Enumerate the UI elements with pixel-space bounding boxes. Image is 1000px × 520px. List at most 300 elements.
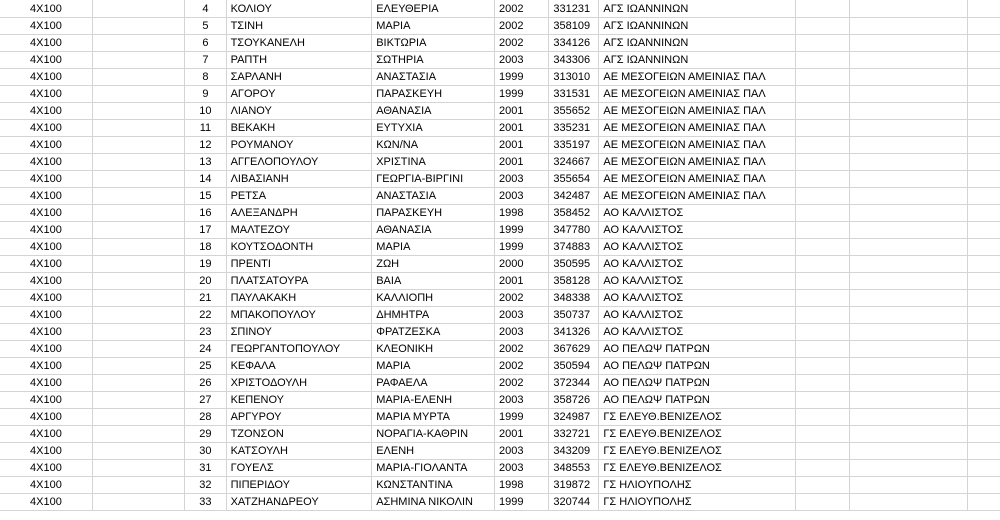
cell-club[interactable]: ΑΟ ΚΑΛΛΙΣΤΟΣ [599, 273, 796, 290]
cell-empty[interactable] [92, 460, 184, 477]
cell-empty[interactable] [850, 290, 967, 307]
cell-empty[interactable] [850, 188, 967, 205]
cell-surname[interactable]: ΡΟΥΜΑΝΟΥ [226, 137, 372, 154]
cell-empty[interactable] [796, 273, 850, 290]
cell-firstname[interactable]: ΠΑΡΑΣΚΕΥΗ [372, 205, 495, 222]
cell-club[interactable]: ΑΟ ΚΑΛΛΙΣΤΟΣ [599, 256, 796, 273]
cell-empty[interactable] [967, 86, 1000, 103]
cell-empty[interactable] [796, 239, 850, 256]
cell-empty[interactable] [796, 154, 850, 171]
cell-club[interactable]: ΑΓΣ ΙΩΑΝΝΙΝΩΝ [599, 52, 796, 69]
cell-firstname[interactable]: ΑΣΗΜΙΝΑ ΝΙΚΟΛΙΝ [372, 494, 495, 511]
cell-empty[interactable] [967, 273, 1000, 290]
cell-empty[interactable] [796, 222, 850, 239]
cell-number[interactable]: 10 [185, 103, 226, 120]
cell-number[interactable]: 17 [185, 222, 226, 239]
cell-empty[interactable] [92, 120, 184, 137]
cell-empty[interactable] [967, 154, 1000, 171]
cell-empty[interactable] [850, 222, 967, 239]
cell-birth-year[interactable]: 2003 [495, 460, 549, 477]
cell-club[interactable]: ΑΟ ΠΕΛΩΨ ΠΑΤΡΩΝ [599, 341, 796, 358]
cell-empty[interactable] [92, 205, 184, 222]
cell-birth-year[interactable]: 1999 [495, 222, 549, 239]
cell-event[interactable]: 4X100 [0, 86, 92, 103]
cell-empty[interactable] [967, 477, 1000, 494]
cell-empty[interactable] [850, 52, 967, 69]
cell-firstname[interactable]: ΦΡΑΤΖΕΣΚΑ [372, 324, 495, 341]
cell-empty[interactable] [850, 409, 967, 426]
cell-firstname[interactable]: ΒΑΙΑ [372, 273, 495, 290]
cell-event[interactable]: 4X100 [0, 324, 92, 341]
cell-number[interactable]: 11 [185, 120, 226, 137]
cell-empty[interactable] [796, 188, 850, 205]
cell-firstname[interactable]: ΑΝΑΣΤΑΣΙΑ [372, 69, 495, 86]
cell-number[interactable]: 31 [185, 460, 226, 477]
cell-number[interactable]: 33 [185, 494, 226, 511]
cell-empty[interactable] [92, 426, 184, 443]
cell-club[interactable]: ΓΣ ΕΛΕΥΘ.ΒΕΝΙΖΕΛΟΣ [599, 409, 796, 426]
cell-empty[interactable] [850, 120, 967, 137]
cell-athlete-id[interactable]: 358452 [549, 205, 599, 222]
cell-firstname[interactable]: ΜΑΡΙΑ ΜΥΡΤΑ [372, 409, 495, 426]
cell-empty[interactable] [92, 477, 184, 494]
cell-firstname[interactable]: ΜΑΡΙΑ-ΓΙΟΛΑΝΤΑ [372, 460, 495, 477]
cell-athlete-id[interactable]: 358128 [549, 273, 599, 290]
cell-athlete-id[interactable]: 355654 [549, 171, 599, 188]
cell-number[interactable]: 14 [185, 171, 226, 188]
cell-empty[interactable] [796, 375, 850, 392]
cell-surname[interactable]: ΤΣΟΥΚΑΝΕΛΗ [226, 35, 372, 52]
cell-empty[interactable] [796, 120, 850, 137]
cell-empty[interactable] [92, 86, 184, 103]
cell-empty[interactable] [967, 222, 1000, 239]
cell-empty[interactable] [850, 35, 967, 52]
cell-empty[interactable] [796, 426, 850, 443]
cell-number[interactable]: 27 [185, 392, 226, 409]
cell-surname[interactable]: ΠΙΠΕΡΙΔΟΥ [226, 477, 372, 494]
cell-athlete-id[interactable]: 347780 [549, 222, 599, 239]
cell-event[interactable]: 4X100 [0, 426, 92, 443]
cell-empty[interactable] [967, 137, 1000, 154]
cell-empty[interactable] [796, 307, 850, 324]
cell-athlete-id[interactable]: 348553 [549, 460, 599, 477]
cell-empty[interactable] [967, 460, 1000, 477]
cell-empty[interactable] [796, 256, 850, 273]
cell-birth-year[interactable]: 2002 [495, 290, 549, 307]
cell-empty[interactable] [92, 171, 184, 188]
cell-birth-year[interactable]: 2003 [495, 443, 549, 460]
cell-birth-year[interactable]: 2003 [495, 392, 549, 409]
cell-number[interactable]: 26 [185, 375, 226, 392]
cell-empty[interactable] [796, 69, 850, 86]
cell-event[interactable]: 4X100 [0, 188, 92, 205]
cell-surname[interactable]: ΣΠΙΝΟΥ [226, 324, 372, 341]
cell-surname[interactable]: ΛΙΑΝΟΥ [226, 103, 372, 120]
cell-event[interactable]: 4X100 [0, 35, 92, 52]
cell-empty[interactable] [967, 239, 1000, 256]
cell-surname[interactable]: ΚΕΠΕΝΟΥ [226, 392, 372, 409]
cell-event[interactable]: 4X100 [0, 0, 92, 18]
cell-empty[interactable] [967, 171, 1000, 188]
cell-athlete-id[interactable]: 374883 [549, 239, 599, 256]
cell-empty[interactable] [967, 120, 1000, 137]
cell-surname[interactable]: ΑΛΕΞΑΝΔΡΗ [226, 205, 372, 222]
cell-surname[interactable]: ΑΓΓΕΛΟΠΟΥΛΟΥ [226, 154, 372, 171]
cell-number[interactable]: 4 [185, 0, 226, 18]
cell-number[interactable]: 18 [185, 239, 226, 256]
cell-firstname[interactable]: ΣΩΤΗΡΙΑ [372, 52, 495, 69]
cell-surname[interactable]: ΛΙΒΑΣΙΑΝΗ [226, 171, 372, 188]
cell-number[interactable]: 19 [185, 256, 226, 273]
cell-empty[interactable] [850, 307, 967, 324]
cell-birth-year[interactable]: 2001 [495, 103, 549, 120]
cell-firstname[interactable]: ΚΑΛΛΙΟΠΗ [372, 290, 495, 307]
cell-birth-year[interactable]: 2003 [495, 52, 549, 69]
cell-athlete-id[interactable]: 343209 [549, 443, 599, 460]
cell-empty[interactable] [796, 392, 850, 409]
cell-firstname[interactable]: ΜΑΡΙΑ-ΕΛΕΝΗ [372, 392, 495, 409]
cell-club[interactable]: ΑΟ ΠΕΛΩΨ ΠΑΤΡΩΝ [599, 392, 796, 409]
cell-empty[interactable] [796, 137, 850, 154]
cell-empty[interactable] [850, 443, 967, 460]
cell-empty[interactable] [850, 171, 967, 188]
cell-empty[interactable] [850, 392, 967, 409]
cell-surname[interactable]: ΣΑΡΛΑΝΗ [226, 69, 372, 86]
cell-empty[interactable] [850, 103, 967, 120]
cell-event[interactable]: 4X100 [0, 256, 92, 273]
cell-firstname[interactable]: ΚΩΝ/ΝΑ [372, 137, 495, 154]
cell-athlete-id[interactable]: 334126 [549, 35, 599, 52]
cell-empty[interactable] [92, 0, 184, 18]
cell-empty[interactable] [796, 290, 850, 307]
cell-athlete-id[interactable]: 332721 [549, 426, 599, 443]
cell-firstname[interactable]: ΕΛΕΝΗ [372, 443, 495, 460]
cell-event[interactable]: 4X100 [0, 307, 92, 324]
cell-empty[interactable] [850, 375, 967, 392]
cell-empty[interactable] [92, 392, 184, 409]
cell-club[interactable]: ΑΟ ΚΑΛΛΙΣΤΟΣ [599, 324, 796, 341]
cell-club[interactable]: ΑΕ ΜΕΣΟΓΕΙΩΝ ΑΜΕΙΝΙΑΣ ΠΑΛ [599, 120, 796, 137]
cell-surname[interactable]: ΜΠΑΚΟΠΟΥΛΟΥ [226, 307, 372, 324]
cell-event[interactable]: 4X100 [0, 171, 92, 188]
cell-empty[interactable] [92, 35, 184, 52]
cell-firstname[interactable]: ΑΘΑΝΑΣΙΑ [372, 103, 495, 120]
cell-athlete-id[interactable]: 350595 [549, 256, 599, 273]
cell-empty[interactable] [796, 341, 850, 358]
cell-empty[interactable] [850, 239, 967, 256]
cell-firstname[interactable]: ΜΑΡΙΑ [372, 358, 495, 375]
cell-birth-year[interactable]: 2002 [495, 35, 549, 52]
cell-empty[interactable] [92, 239, 184, 256]
cell-surname[interactable]: ΜΑΛΤΕΖΟΥ [226, 222, 372, 239]
cell-club[interactable]: ΑΕ ΜΕΣΟΓΕΙΩΝ ΑΜΕΙΝΙΑΣ ΠΑΛ [599, 69, 796, 86]
cell-birth-year[interactable]: 2002 [495, 0, 549, 18]
cell-number[interactable]: 25 [185, 358, 226, 375]
cell-empty[interactable] [967, 103, 1000, 120]
cell-club[interactable]: ΑΕ ΜΕΣΟΓΕΙΩΝ ΑΜΕΙΝΙΑΣ ΠΑΛ [599, 137, 796, 154]
cell-empty[interactable] [92, 409, 184, 426]
cell-empty[interactable] [92, 494, 184, 511]
cell-athlete-id[interactable]: 324667 [549, 154, 599, 171]
cell-empty[interactable] [850, 358, 967, 375]
cell-empty[interactable] [967, 409, 1000, 426]
cell-empty[interactable] [850, 18, 967, 35]
cell-empty[interactable] [796, 477, 850, 494]
cell-empty[interactable] [967, 188, 1000, 205]
cell-empty[interactable] [850, 256, 967, 273]
cell-athlete-id[interactable]: 358109 [549, 18, 599, 35]
cell-birth-year[interactable]: 2002 [495, 18, 549, 35]
cell-birth-year[interactable]: 2002 [495, 375, 549, 392]
cell-event[interactable]: 4X100 [0, 273, 92, 290]
cell-surname[interactable]: ΠΑΥΛΑΚΑΚΗ [226, 290, 372, 307]
cell-number[interactable]: 15 [185, 188, 226, 205]
cell-club[interactable]: ΑΟ ΚΑΛΛΙΣΤΟΣ [599, 205, 796, 222]
cell-club[interactable]: ΑΕ ΜΕΣΟΓΕΙΩΝ ΑΜΕΙΝΙΑΣ ΠΑΛ [599, 188, 796, 205]
cell-empty[interactable] [92, 154, 184, 171]
cell-birth-year[interactable]: 1999 [495, 409, 549, 426]
cell-event[interactable]: 4X100 [0, 341, 92, 358]
cell-firstname[interactable]: ΡΑΦΑΕΛΑ [372, 375, 495, 392]
cell-event[interactable]: 4X100 [0, 137, 92, 154]
cell-number[interactable]: 28 [185, 409, 226, 426]
cell-number[interactable]: 20 [185, 273, 226, 290]
cell-empty[interactable] [967, 341, 1000, 358]
cell-event[interactable]: 4X100 [0, 222, 92, 239]
cell-club[interactable]: ΓΣ ΗΛΙΟΥΠΟΛΗΣ [599, 477, 796, 494]
cell-event[interactable]: 4X100 [0, 460, 92, 477]
cell-empty[interactable] [92, 52, 184, 69]
cell-empty[interactable] [796, 0, 850, 18]
cell-firstname[interactable]: ΓΕΩΡΓΙΑ-ΒΙΡΓΙΝΙ [372, 171, 495, 188]
cell-event[interactable]: 4X100 [0, 409, 92, 426]
cell-athlete-id[interactable]: 367629 [549, 341, 599, 358]
cell-club[interactable]: ΑΕ ΜΕΣΟΓΕΙΩΝ ΑΜΕΙΝΙΑΣ ΠΑΛ [599, 171, 796, 188]
cell-empty[interactable] [92, 137, 184, 154]
cell-number[interactable]: 8 [185, 69, 226, 86]
cell-surname[interactable]: ΚΑΤΣΟΥΛΗ [226, 443, 372, 460]
cell-empty[interactable] [850, 341, 967, 358]
cell-club[interactable]: ΑΕ ΜΕΣΟΓΕΙΩΝ ΑΜΕΙΝΙΑΣ ΠΑΛ [599, 103, 796, 120]
cell-athlete-id[interactable]: 313010 [549, 69, 599, 86]
cell-empty[interactable] [967, 18, 1000, 35]
cell-event[interactable]: 4X100 [0, 375, 92, 392]
cell-empty[interactable] [92, 375, 184, 392]
cell-empty[interactable] [796, 205, 850, 222]
cell-empty[interactable] [796, 103, 850, 120]
cell-club[interactable]: ΑΓΣ ΙΩΑΝΝΙΝΩΝ [599, 0, 796, 18]
cell-athlete-id[interactable]: 348338 [549, 290, 599, 307]
cell-empty[interactable] [967, 307, 1000, 324]
cell-number[interactable]: 13 [185, 154, 226, 171]
cell-empty[interactable] [967, 494, 1000, 511]
cell-firstname[interactable]: ΕΥΤΥΧΙΑ [372, 120, 495, 137]
cell-birth-year[interactable]: 2001 [495, 273, 549, 290]
cell-event[interactable]: 4X100 [0, 52, 92, 69]
cell-birth-year[interactable]: 1999 [495, 494, 549, 511]
cell-athlete-id[interactable]: 320744 [549, 494, 599, 511]
cell-number[interactable]: 12 [185, 137, 226, 154]
cell-event[interactable]: 4X100 [0, 239, 92, 256]
cell-empty[interactable] [967, 443, 1000, 460]
cell-empty[interactable] [967, 52, 1000, 69]
cell-surname[interactable]: ΒΕΚΑΚΗ [226, 120, 372, 137]
cell-birth-year[interactable]: 1999 [495, 86, 549, 103]
cell-birth-year[interactable]: 2002 [495, 358, 549, 375]
cell-athlete-id[interactable]: 319872 [549, 477, 599, 494]
cell-firstname[interactable]: ΑΘΑΝΑΣΙΑ [372, 222, 495, 239]
cell-empty[interactable] [850, 137, 967, 154]
cell-number[interactable]: 9 [185, 86, 226, 103]
cell-birth-year[interactable]: 2001 [495, 154, 549, 171]
cell-empty[interactable] [967, 375, 1000, 392]
cell-empty[interactable] [796, 494, 850, 511]
cell-birth-year[interactable]: 2003 [495, 324, 549, 341]
cell-surname[interactable]: ΧΑΤΖΗΑΝΔΡΕΟΥ [226, 494, 372, 511]
cell-athlete-id[interactable]: 331531 [549, 86, 599, 103]
cell-empty[interactable] [850, 477, 967, 494]
cell-firstname[interactable]: ΜΑΡΙΑ [372, 239, 495, 256]
cell-athlete-id[interactable]: 372344 [549, 375, 599, 392]
cell-empty[interactable] [796, 18, 850, 35]
cell-surname[interactable]: ΠΛΑΤΣΑΤΟΥΡΑ [226, 273, 372, 290]
cell-club[interactable]: ΑΟ ΚΑΛΛΙΣΤΟΣ [599, 307, 796, 324]
cell-number[interactable]: 24 [185, 341, 226, 358]
cell-empty[interactable] [967, 205, 1000, 222]
cell-number[interactable]: 23 [185, 324, 226, 341]
cell-empty[interactable] [967, 358, 1000, 375]
cell-number[interactable]: 6 [185, 35, 226, 52]
cell-empty[interactable] [92, 307, 184, 324]
cell-empty[interactable] [850, 69, 967, 86]
cell-empty[interactable] [850, 494, 967, 511]
cell-event[interactable]: 4X100 [0, 358, 92, 375]
cell-birth-year[interactable]: 1999 [495, 69, 549, 86]
cell-surname[interactable]: ΧΡΙΣΤΟΔΟΥΛΗ [226, 375, 372, 392]
cell-club[interactable]: ΓΣ ΕΛΕΥΘ.ΒΕΝΙΖΕΛΟΣ [599, 460, 796, 477]
cell-empty[interactable] [967, 0, 1000, 18]
cell-event[interactable]: 4X100 [0, 494, 92, 511]
cell-athlete-id[interactable]: 350737 [549, 307, 599, 324]
cell-empty[interactable] [967, 392, 1000, 409]
cell-firstname[interactable]: ΒΙΚΤΩΡΙΑ [372, 35, 495, 52]
cell-empty[interactable] [967, 256, 1000, 273]
cell-event[interactable]: 4X100 [0, 18, 92, 35]
cell-birth-year[interactable]: 2003 [495, 307, 549, 324]
cell-event[interactable]: 4X100 [0, 154, 92, 171]
cell-surname[interactable]: ΤΖΟΝΣΟΝ [226, 426, 372, 443]
cell-empty[interactable] [92, 341, 184, 358]
cell-surname[interactable]: ΡΕΤΣΑ [226, 188, 372, 205]
cell-empty[interactable] [850, 154, 967, 171]
cell-empty[interactable] [92, 256, 184, 273]
cell-surname[interactable]: ΚΕΦΑΛΑ [226, 358, 372, 375]
cell-club[interactable]: ΑΟ ΚΑΛΛΙΣΤΟΣ [599, 290, 796, 307]
cell-athlete-id[interactable]: 335231 [549, 120, 599, 137]
cell-surname[interactable]: ΑΓΟΡΟΥ [226, 86, 372, 103]
cell-empty[interactable] [850, 273, 967, 290]
cell-empty[interactable] [967, 35, 1000, 52]
cell-empty[interactable] [796, 358, 850, 375]
cell-empty[interactable] [92, 324, 184, 341]
cell-birth-year[interactable]: 2003 [495, 171, 549, 188]
cell-empty[interactable] [92, 222, 184, 239]
cell-empty[interactable] [850, 426, 967, 443]
cell-athlete-id[interactable]: 358726 [549, 392, 599, 409]
cell-number[interactable]: 5 [185, 18, 226, 35]
cell-birth-year[interactable]: 1998 [495, 205, 549, 222]
cell-number[interactable]: 29 [185, 426, 226, 443]
cell-athlete-id[interactable]: 335197 [549, 137, 599, 154]
cell-number[interactable]: 30 [185, 443, 226, 460]
cell-event[interactable]: 4X100 [0, 443, 92, 460]
cell-empty[interactable] [796, 324, 850, 341]
cell-firstname[interactable]: ΖΩΗ [372, 256, 495, 273]
cell-firstname[interactable]: ΝΟΡΑΓΙΑ-ΚΑΘΡΙΝ [372, 426, 495, 443]
cell-club[interactable]: ΓΣ ΕΛΕΥΘ.ΒΕΝΙΖΕΛΟΣ [599, 426, 796, 443]
cell-club[interactable]: ΓΣ ΗΛΙΟΥΠΟΛΗΣ [599, 494, 796, 511]
cell-number[interactable]: 7 [185, 52, 226, 69]
cell-surname[interactable]: ΑΡΓΥΡΟΥ [226, 409, 372, 426]
cell-empty[interactable] [92, 69, 184, 86]
cell-birth-year[interactable]: 2000 [495, 256, 549, 273]
cell-empty[interactable] [92, 358, 184, 375]
cell-event[interactable]: 4X100 [0, 290, 92, 307]
cell-event[interactable]: 4X100 [0, 205, 92, 222]
cell-number[interactable]: 32 [185, 477, 226, 494]
cell-birth-year[interactable]: 2002 [495, 341, 549, 358]
cell-empty[interactable] [967, 426, 1000, 443]
cell-surname[interactable]: ΡΑΠΤΗ [226, 52, 372, 69]
cell-athlete-id[interactable]: 342487 [549, 188, 599, 205]
cell-surname[interactable]: ΚΟΛΙΟΥ [226, 0, 372, 18]
cell-event[interactable]: 4X100 [0, 103, 92, 120]
cell-firstname[interactable]: ΕΛΕΥΘΕΡΙΑ [372, 0, 495, 18]
cell-club[interactable]: ΑΟ ΚΑΛΛΙΣΤΟΣ [599, 239, 796, 256]
cell-club[interactable]: ΑΕ ΜΕΣΟΓΕΙΩΝ ΑΜΕΙΝΙΑΣ ΠΑΛ [599, 154, 796, 171]
cell-surname[interactable]: ΓΕΩΡΓΑΝΤΟΠΟΥΛΟΥ [226, 341, 372, 358]
cell-event[interactable]: 4X100 [0, 120, 92, 137]
cell-event[interactable]: 4X100 [0, 69, 92, 86]
cell-empty[interactable] [92, 188, 184, 205]
cell-club[interactable]: ΑΕ ΜΕΣΟΓΕΙΩΝ ΑΜΕΙΝΙΑΣ ΠΑΛ [599, 86, 796, 103]
cell-firstname[interactable]: ΚΩΝΣΤΑΝΤΙΝΑ [372, 477, 495, 494]
cell-birth-year[interactable]: 2003 [495, 188, 549, 205]
cell-firstname[interactable]: ΚΛΕΟΝΙΚΗ [372, 341, 495, 358]
cell-empty[interactable] [796, 86, 850, 103]
cell-empty[interactable] [92, 103, 184, 120]
cell-empty[interactable] [92, 18, 184, 35]
cell-birth-year[interactable]: 2001 [495, 426, 549, 443]
cell-club[interactable]: ΑΟ ΠΕΛΩΨ ΠΑΤΡΩΝ [599, 375, 796, 392]
cell-birth-year[interactable]: 1998 [495, 477, 549, 494]
cell-firstname[interactable]: ΠΑΡΑΣΚΕΥΗ [372, 86, 495, 103]
cell-empty[interactable] [796, 171, 850, 188]
cell-surname[interactable]: ΓΟΥΕΛΣ [226, 460, 372, 477]
cell-empty[interactable] [92, 290, 184, 307]
cell-empty[interactable] [92, 273, 184, 290]
cell-event[interactable]: 4X100 [0, 392, 92, 409]
cell-athlete-id[interactable]: 343306 [549, 52, 599, 69]
cell-number[interactable]: 16 [185, 205, 226, 222]
cell-empty[interactable] [850, 460, 967, 477]
cell-empty[interactable] [850, 324, 967, 341]
cell-athlete-id[interactable]: 331231 [549, 0, 599, 18]
cell-club[interactable]: ΑΓΣ ΙΩΑΝΝΙΝΩΝ [599, 18, 796, 35]
cell-number[interactable]: 21 [185, 290, 226, 307]
cell-surname[interactable]: ΠΡΕΝΤΙ [226, 256, 372, 273]
cell-athlete-id[interactable]: 350594 [549, 358, 599, 375]
